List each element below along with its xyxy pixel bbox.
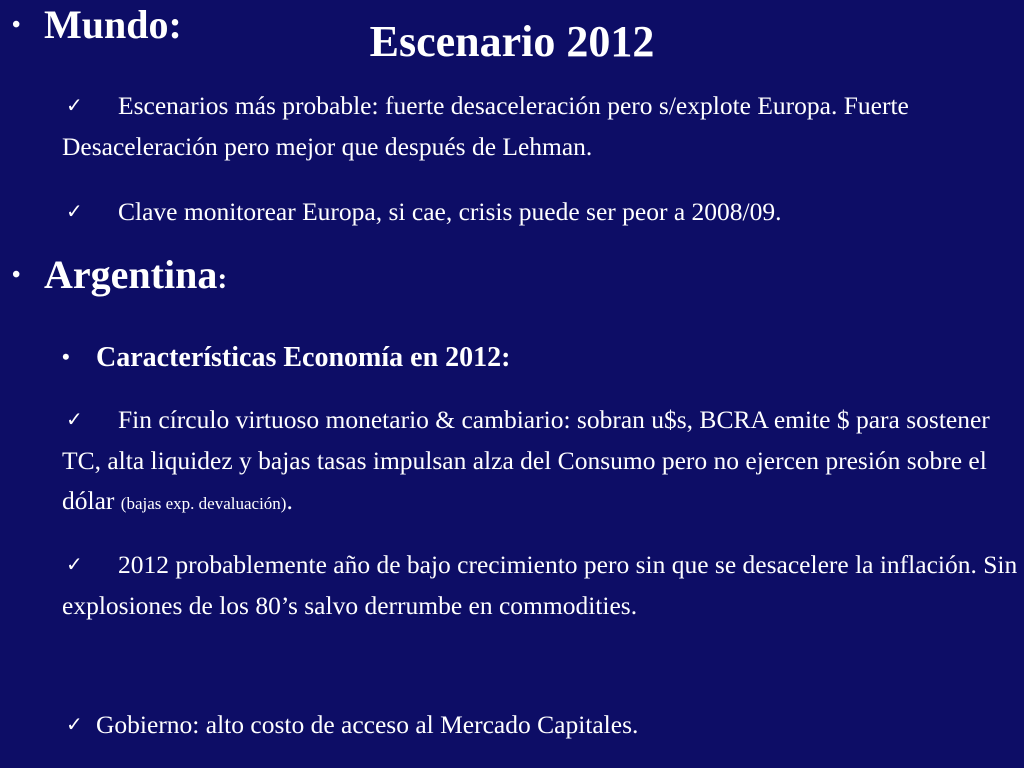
argentina-item-2 — [62, 545, 1022, 626]
argentina-item-1-note: (bajas exp. devaluación) — [120, 494, 287, 513]
mundo-item-2 — [62, 192, 1022, 233]
subheading-label: Características Economía en 2012: — [96, 342, 511, 373]
mundo-item-1 — [62, 86, 1022, 167]
section-heading-mundo — [12, 2, 182, 52]
argentina-item-2-text: 2012 probablemente año de bajo crecimiento pero sin que se desacelere la inflación. Sin explosiones de los 80’s salvo derrumbe en commodities. — [62, 550, 1018, 620]
section-heading-colon: : — [217, 262, 228, 295]
mundo-item-1-text: Escenarios más probable: fuerte desaceleración pero s/explote Europa. Fuerte Desaceleración pero mejor que después de Lehman. — [62, 91, 909, 161]
section-heading-label: Mundo: — [44, 2, 182, 47]
section-heading-label: Argentina — [44, 252, 218, 297]
argentina-item-1 — [62, 400, 1022, 524]
checkmark-icon: ✓ — [66, 93, 83, 117]
section-heading-argentina — [12, 252, 227, 302]
checkmark-icon: ✓ — [66, 199, 83, 223]
slide-title: Escenario 2012 — [369, 17, 655, 66]
argentina-item-1-text: Fin círculo virtuoso monetario & cambiario: sobran u$s, BCRA emite $ para sostener TC, alta liquidez y bajas tasas impulsan alza del Consumo pero no ejercen presión sobre el dólar — [62, 405, 990, 515]
bullet-icon: • — [12, 11, 21, 38]
bullet-icon: • — [12, 261, 21, 288]
subheading-caracteristicas — [62, 341, 510, 376]
mundo-item-2-text: Clave monitorear Europa, si cae, crisis puede ser peor a 2008/09. — [118, 197, 782, 226]
checkmark-icon: ✓ — [66, 712, 83, 736]
checkmark-icon: ✓ — [66, 552, 83, 576]
argentina-item-1-end: . — [286, 486, 293, 515]
argentina-item-3 — [62, 705, 1022, 746]
checkmark-icon: ✓ — [66, 407, 83, 431]
bullet-icon: • — [62, 344, 70, 369]
argentina-item-3-text: Gobierno: alto costo de acceso al Mercado Capitales. — [96, 710, 639, 739]
